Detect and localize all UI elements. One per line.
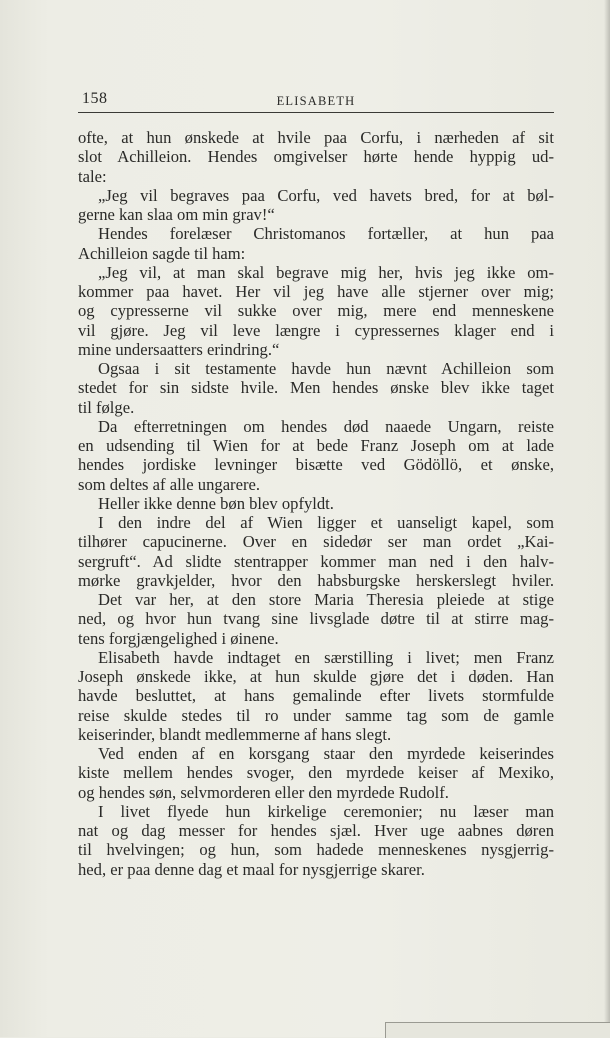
page-number: 158 <box>82 90 108 107</box>
body-text <box>78 128 554 879</box>
text-line: en udsending til Wien for at bede Franz Joseph om at lade <box>78 436 554 455</box>
text-line: Da efterretningen om hendes død naaede Ungarn, reiste <box>98 416 554 436</box>
text-line: gerne kan slaa om min grav!“ <box>78 205 275 224</box>
running-title: ELISABETH <box>276 94 356 108</box>
text-line: reise skulde stedes til ro under samme tag som de gamle <box>78 705 554 725</box>
text-line: Achilleion sagde til ham: <box>78 243 246 263</box>
text-line: og hendes søn, selvmorderen eller den myrdede Rudolf. <box>78 782 449 802</box>
text-line: ofte, at hun ønskede at hvile paa Corfu, i nærheden af sit <box>78 128 554 147</box>
scan-edge-mark <box>385 1022 610 1038</box>
text-line: nat og dag messer for hendes sjæl. Hver uge aabnes døren <box>78 821 554 840</box>
text-line: mørke gravkjelder, hvor den habsburgske herskerslegt hviler. <box>78 570 554 590</box>
text-line: Ved enden af en korsgang staar den myrdede keiserindes <box>98 744 554 763</box>
text-line: som deltes af alle ungarere. <box>78 474 260 494</box>
text-line: kiste mellem hendes svoger, den myrdede keiser af Mexiko, <box>78 763 554 783</box>
text-line: Elisabeth havde indtaget en særstilling i livet; men Franz <box>98 647 554 667</box>
text-line: hed, er paa denne dag et maal for nysgjerrige skarer. <box>78 859 425 879</box>
text-line: Det var her, at den store Maria Theresia pleiede at stige <box>98 590 554 609</box>
text-line: Heller ikke denne bøn blev opfyldt. <box>98 493 334 513</box>
text-line: stedet for sin sidste hvile. Men hendes ønske blev ikke taget <box>78 378 554 398</box>
text-line: Ogsaa i sit testamente havde hun nævnt Achilleion som <box>98 359 554 378</box>
page-edge-shadow <box>604 0 610 1037</box>
text-line: tens forgjængelighed i øinene. <box>78 628 279 648</box>
text-line: Hendes forelæser Christomanos fortæller, at hun paa <box>98 224 554 244</box>
text-line: vil gjøre. Jeg vil leve længre i cypressernes klager end i <box>78 320 554 340</box>
text-line: mine undersaatters erindring.“ <box>78 339 280 359</box>
text-line: til følge. <box>78 397 135 417</box>
page-header <box>78 86 554 110</box>
text-line: slot Achilleion. Hendes omgivelser hørte hende hyppig ud- <box>78 147 554 167</box>
text-line: „Jeg vil, at man skal begrave mig her, hvis jeg ikke om- <box>98 262 554 282</box>
text-line: „Jeg vil begraves paa Corfu, ved havets bred, for at bøl- <box>98 185 554 205</box>
header-rule <box>78 112 554 113</box>
text-line: sergruft“. Ad slidte stentrapper kommer man ned i den halv- <box>78 551 554 571</box>
text-line: tale: <box>78 166 107 186</box>
text-line: tilhører capucinerne. Over en sidedør ser man ordet „Kai- <box>78 532 554 552</box>
text-line: Joseph ønskede ikke, at hun skulde gjøre det i døden. Han <box>78 667 554 686</box>
text-line: og cypresserne vil sukke over mig, mere end menneskene <box>78 301 554 321</box>
text-line: keiserinder, blandt medlemmerne af hans slegt. <box>78 724 392 744</box>
text-line: ned, og hvor hun tvang sine livsglade døtre til at stirre mag- <box>78 609 554 629</box>
text-line: havde besluttet, at hans gemalinde efter livets stormfulde <box>78 686 554 706</box>
text-line: kommer paa havet. Her vil jeg have alle stjerner over mig; <box>78 282 554 301</box>
text-line: til hvelvingen; og hun, som hadede menneskenes nysgjerrig- <box>78 840 554 860</box>
text-line: I den indre del af Wien ligger et uanseligt kapel, som <box>98 513 554 532</box>
text-line: I livet flyede hun kirkelige ceremonier; nu læser man <box>98 801 554 821</box>
text-line: hendes jordiske levninger bisætte ved Gödöllö, et ønske, <box>78 455 554 475</box>
